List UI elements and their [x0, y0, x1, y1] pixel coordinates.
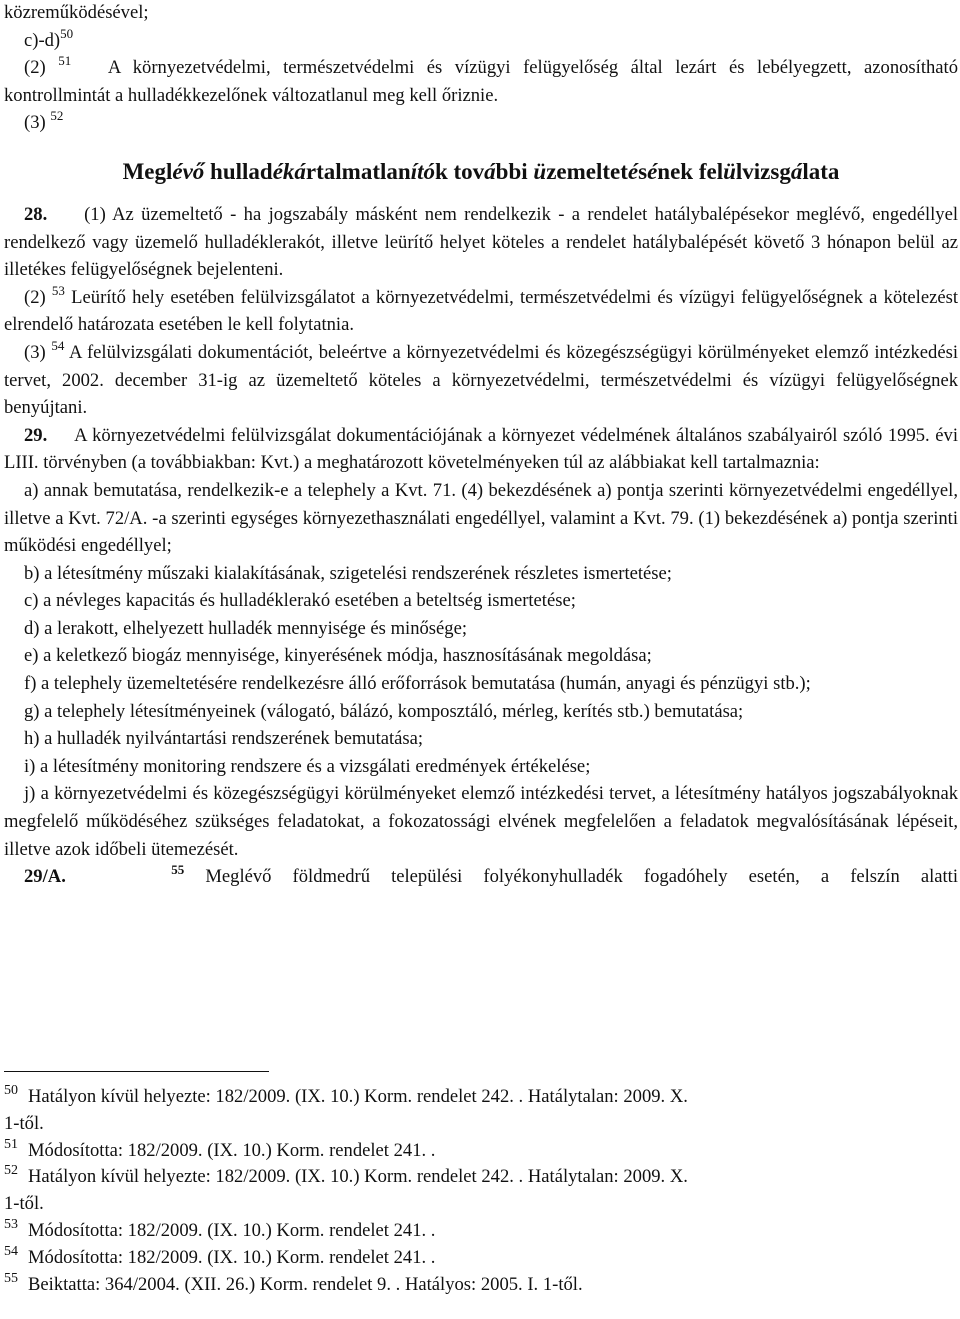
list-item: b) a létesítmény műszaki kialakításának, szigetelési rendszerének részletes ismertetése;: [24, 562, 672, 584]
list-item: h) a hulladék nyilvántartási rendszerének bemutatása;: [24, 728, 424, 750]
paragraph-text: A környezetvédelmi felülvizsgálat dokumentációjának a környezet védelmének általános szabályairól szóló 1995. évi LIII. törvényben (a továbbiakban: Kvt.) a meghatározott követelményeken túl az alábbiakat kell tartalmaznia:: [4, 424, 958, 474]
footnote-number: 53: [4, 1216, 18, 1232]
section-number: 29/A.: [24, 866, 66, 888]
footnote-number: 54: [4, 1243, 18, 1259]
footnote-52: [4, 1164, 958, 1191]
list-item: a) annak bemutatása, rendelkezik-e a telephely a Kvt. 71. (4) bekezdésének a) pontja szerinti környezetvédelmi engedéllyel, illetve a Kvt. 72/A. -a szerinti egységes környezethasználati engedéllyel, valamint a Kvt. 79. (1) bekezdésének a) pontja szerinti működési engedéllyel;: [4, 479, 958, 557]
section-28-para-3: [4, 339, 958, 422]
footnote-text: Hatályon kívül helyezte: 182/2009. (IX. 10.) Korm. rendelet 242. . Hatálytalan: 2009. X.: [28, 1086, 688, 1107]
footnote-text: Módosította: 182/2009. (IX. 10.) Korm. rendelet 241. .: [28, 1219, 436, 1241]
footnote-number: 50: [4, 1083, 18, 1098]
paragraph-text: A felülvizsgálati dokumentációt, beleértve a környezetvédelmi és közegészségügyi körülményeket elemző intézkedési tervet, 2002. december 31-ig az üzemeltető köteles a környezetvédelmi, természetvédelmi és vízügyi felügyelőségnek benyújtani.: [4, 341, 958, 419]
list-item: f) a telephely üzemeltetésére rendelkezésre álló erőforrások bemutatása (humán, anyagi és pénzügyi stb.);: [24, 673, 811, 695]
footnote-ref-53: 53: [51, 282, 65, 298]
line-cd: [4, 27, 958, 55]
footnote-51: [4, 1138, 958, 1165]
paragraph-number: (3): [24, 341, 46, 363]
list-item: i) a létesítmény monitoring rendszere és a vizsgálati eredmények értékelése;: [24, 755, 591, 777]
list-item: g) a telephely létesítményeinek (válogató, bálázó, komposztáló, mérleg, kerítés stb.) bemutatása;: [24, 700, 744, 722]
document-body: [4, 0, 958, 891]
section-28-para-2: [4, 284, 958, 339]
paragraph-text: (1) Az üzemeltető - ha jogszabály másként nem rendelkezik - a rendelet hatálybalépésekor meglévő, engedéllyel rendelkező vagy üzemelő hulladéklerakót, illetve leürítő helyet köteles a rendelet hatálybalépését követő 3 hónapon belül az illetékes felügyelőségnek bejelenteni.: [4, 203, 958, 281]
paragraph-number: (3): [24, 112, 46, 134]
footnote-54: [4, 1245, 958, 1272]
footnote-ref-50: 50: [60, 25, 74, 41]
line-continuation: közreműködésével;: [4, 2, 149, 23]
paragraph-number: (2): [24, 57, 46, 79]
section-29-intro: [4, 422, 958, 477]
footnote-number: 51: [4, 1136, 18, 1152]
section-number: 28.: [24, 203, 48, 225]
footnote-number: 55: [4, 1270, 18, 1286]
footnote-ref-54: 54: [51, 337, 65, 353]
section-number: 29.: [24, 424, 48, 446]
section-29a: [4, 863, 958, 891]
footnote-55: [4, 1272, 958, 1299]
footnote-50-cont: 1-től.: [4, 1112, 44, 1134]
paragraph-number: (2): [24, 286, 46, 308]
footnote-ref-55: 55: [171, 862, 185, 878]
footnote-50: [4, 1084, 958, 1111]
list-item: c) a névleges kapacitás és hulladéklerakó esetében a beteltség ismertetése;: [24, 590, 576, 612]
section-28-para-1: [4, 201, 958, 284]
paragraph-text: Leürítő hely esetében felülvizsgálatot a környezetvédelmi, természetvédelmi és vízügyi felügyelőségnek a kötelezést elrendelő határozata esetében le kell folytatnia.: [4, 286, 958, 336]
footnote-text: Hatályon kívül helyezte: 182/2009. (IX. 10.) Korm. rendelet 242. . Hatálytalan: 2009. X.: [28, 1166, 688, 1188]
footnotes: [4, 1071, 958, 1298]
list-item: j) a környezetvédelmi és közegészségügyi körülményeket elemző intézkedési tervet, a létesítmény hatályos jogszabályoknak megfelelő működéséhez szükséges feladatokat, a fokozatossági elvének megfelelően a feladatok megvalósításának lépéseit, illetve azok időbeli ütemezését.: [4, 783, 958, 860]
paragraph-text: A környezetvédelmi, természetvédelmi és vízügyi felügyelőség által lezárt és lebélyegzett, azonosítható kontrollmintát a hulladékkezelőnek változatlanul meg kell őriznie.: [4, 57, 959, 106]
footnote-52-cont: 1-től.: [4, 1193, 44, 1215]
paragraph-text: Meglévő földmedrű települési folyékonyhulladék fogadóhely esetén, a felszín alatti: [205, 866, 959, 888]
footnote-text: Beiktatta: 364/2004. (XII. 26.) Korm. rendelet 9. . Hatályos: 2005. I. 1-től.: [28, 1273, 583, 1295]
footnote-number: 52: [4, 1163, 18, 1179]
paragraph-3: [4, 109, 958, 137]
footnote-text: Módosította: 182/2009. (IX. 10.) Korm. rendelet 241. .: [28, 1139, 436, 1161]
footnote-text: Módosította: 182/2009. (IX. 10.) Korm. rendelet 241. .: [28, 1246, 436, 1268]
section-heading: Meglévő hulladékártalmatlanítók további üzemeltetésének felülvizsgálata: [122, 158, 840, 184]
footnote-ref-52: 52: [50, 108, 64, 124]
list-item: e) a keletkező biogáz mennyisége, kinyerésének módja, hasznosításának megoldása;: [24, 645, 652, 667]
list-item: d) a lerakott, elhelyezett hulladék mennyisége és minősége;: [24, 617, 467, 639]
footnote-ref-51: 51: [58, 53, 72, 69]
paragraph-2: [4, 54, 958, 109]
footnote-53: [4, 1218, 958, 1245]
item-label: c)-d): [24, 29, 61, 51]
